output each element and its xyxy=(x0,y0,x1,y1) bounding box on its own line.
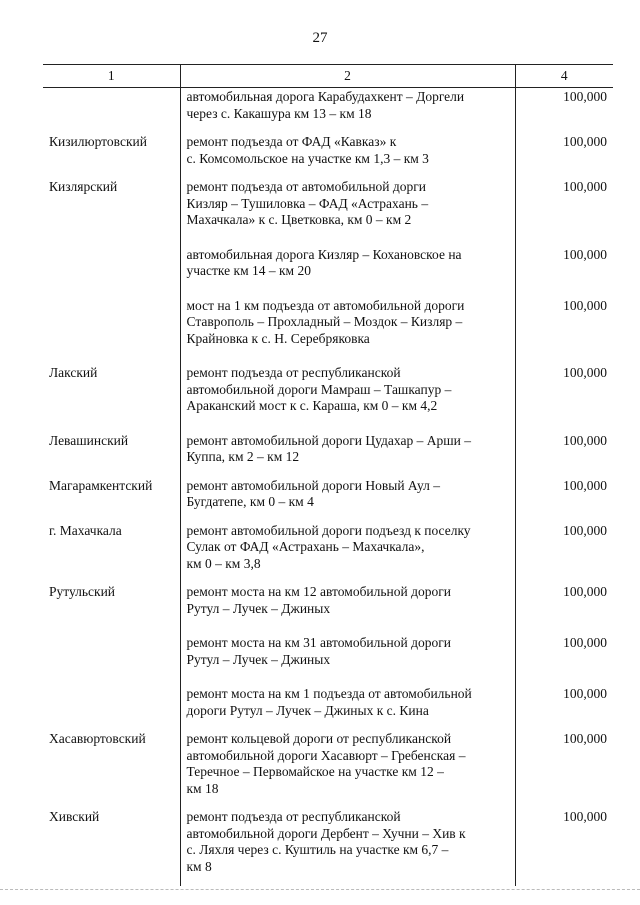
description-line: ремонт подъезда от ФАД «Кавказ» к xyxy=(186,134,397,149)
table-row xyxy=(43,583,613,634)
description-line: Сулак от ФАД «Астрахань – Махачкала», xyxy=(186,539,425,554)
description-line: ремонт кольцевой дороги от республиканской xyxy=(186,731,452,746)
description-line: автомобильной дороги Хасавюрт – Гребенская – xyxy=(186,747,466,763)
table-row xyxy=(43,685,613,730)
description-line: км 8 xyxy=(186,858,212,874)
description-line: Махачкала» к с. Цветковка, км 0 – км 2 xyxy=(186,212,412,227)
description-line: Кизляр – Тушиловка – ФАД «Астрахань – xyxy=(186,195,429,211)
amount-cell: 100,000 xyxy=(563,89,607,104)
description-line: км 18 xyxy=(186,780,219,796)
roads-table xyxy=(43,64,613,886)
description-cell xyxy=(180,477,515,522)
description-cell xyxy=(180,297,515,365)
table-row xyxy=(43,178,613,246)
district-cell xyxy=(43,246,180,297)
district-cell: Магарамкентский xyxy=(49,477,153,493)
table-row xyxy=(43,364,613,432)
table-row xyxy=(43,730,613,808)
description-line: Теречное – Первомайское на участке км 12 – xyxy=(186,764,444,779)
table-row xyxy=(43,246,613,297)
description-line: ремонт моста на км 1 подъезда от автомобильной xyxy=(186,686,472,701)
amount-cell: 100,000 xyxy=(563,809,607,824)
description-cell xyxy=(180,88,515,134)
description-cell xyxy=(180,685,515,730)
amount-cell: 100,000 xyxy=(563,477,607,493)
description-line: Араканский мост к с. Караша, км 0 – км 4,2 xyxy=(186,398,438,413)
description-cell xyxy=(180,432,515,477)
description-line: ремонт моста на км 12 автомобильной дороги xyxy=(186,584,452,599)
amount-cell: 100,000 xyxy=(563,134,607,149)
description-line: автомобильной дороги Мамраш – Ташкапур – xyxy=(186,381,452,397)
description-line: ремонт подъезда от республиканской xyxy=(186,365,401,380)
description-line: с. Комсомольское на участке км 1,3 – км 3 xyxy=(186,150,429,166)
description-line: ремонт подъезда от республиканской xyxy=(186,809,401,824)
description-line: ремонт подъезда от автомобильной дорги xyxy=(186,179,427,194)
description-line: с. Ляхля через с. Куштиль на участке км 6,7 – xyxy=(186,842,449,857)
table-row xyxy=(43,808,613,886)
description-cell xyxy=(180,178,515,246)
district-cell: Хасавюртовский xyxy=(49,731,146,746)
description-cell xyxy=(180,364,515,432)
table-row xyxy=(43,477,613,522)
amount-cell: 100,000 xyxy=(563,432,607,448)
column-header-district: 1 xyxy=(43,65,180,88)
amount-cell: 100,000 xyxy=(563,365,607,380)
district-cell xyxy=(43,685,180,730)
description-line: Ставрополь – Прохладный – Моздок – Кизляр – xyxy=(186,314,463,329)
description-cell xyxy=(180,730,515,808)
description-line: Рутул – Лучек – Джиных xyxy=(186,600,331,616)
description-line: ремонт автомобильной дороги подъезд к поселку xyxy=(186,522,471,538)
district-cell: г. Махачкала xyxy=(49,522,122,538)
description-cell xyxy=(180,522,515,584)
district-cell xyxy=(43,634,180,685)
table-header-row xyxy=(43,65,613,88)
description-cell xyxy=(180,634,515,685)
description-line: ремонт автомобильной дороги Цудахар – Арши – xyxy=(186,432,471,448)
amount-cell: 100,000 xyxy=(563,179,607,194)
page-bottom-edge xyxy=(0,889,640,890)
amount-cell: 100,000 xyxy=(563,635,607,650)
description-line: Бугдатепе, км 0 – км 4 xyxy=(186,494,314,509)
description-cell xyxy=(180,808,515,886)
table-row xyxy=(43,88,613,134)
description-line: автомобильная дорога Карабудахкент – Доргели xyxy=(186,89,465,104)
column-header-description: 2 xyxy=(180,65,515,88)
amount-cell: 100,000 xyxy=(563,297,607,313)
district-cell: Кизилюртовский xyxy=(49,134,147,149)
amount-cell: 100,000 xyxy=(563,731,607,746)
district-cell: Кизлярский xyxy=(49,179,118,194)
description-line: ремонт моста на км 31 автомобильной дороги xyxy=(186,635,452,650)
description-line: дороги Рутул – Лучек – Джиных к с. Кина xyxy=(186,702,429,718)
description-line: мост на 1 км подъезда от автомобильной дороги xyxy=(186,297,465,313)
amount-cell: 100,000 xyxy=(563,584,607,599)
description-cell xyxy=(180,583,515,634)
table-body xyxy=(43,88,613,887)
table-row xyxy=(43,297,613,365)
district-cell: Рутульский xyxy=(49,584,116,599)
description-line: ремонт автомобильной дороги Новый Аул – xyxy=(186,477,441,493)
district-cell xyxy=(43,88,180,134)
description-line: автомобильная дорога Кизляр – Кохановское на xyxy=(186,246,462,262)
district-cell: Левашинский xyxy=(49,432,129,448)
amount-cell: 100,000 xyxy=(563,246,607,262)
table-row xyxy=(43,432,613,477)
description-line: автомобильной дороги Дербент – Хучни – Хив к xyxy=(186,825,466,841)
description-line: Куппа, км 2 – км 12 xyxy=(186,449,300,464)
district-cell xyxy=(43,297,180,365)
amount-cell: 100,000 xyxy=(563,522,607,538)
description-line: Рутул – Лучек – Джиных xyxy=(186,651,331,667)
amount-cell: 100,000 xyxy=(563,686,607,701)
description-line: через с. Какашура км 13 – км 18 xyxy=(186,105,372,121)
column-header-amount: 4 xyxy=(515,65,613,88)
table-row xyxy=(43,522,613,584)
page-number: 27 xyxy=(312,30,328,46)
description-cell xyxy=(180,133,515,178)
description-cell xyxy=(180,246,515,297)
description-line: Крайновка к с. Н. Серебряковка xyxy=(186,330,370,346)
description-line: участке км 14 – км 20 xyxy=(186,263,311,278)
district-cell: Лакский xyxy=(49,365,98,380)
description-line: км 0 – км 3,8 xyxy=(186,555,261,571)
table-row xyxy=(43,634,613,685)
table-row xyxy=(43,133,613,178)
district-cell: Хивский xyxy=(49,809,100,824)
